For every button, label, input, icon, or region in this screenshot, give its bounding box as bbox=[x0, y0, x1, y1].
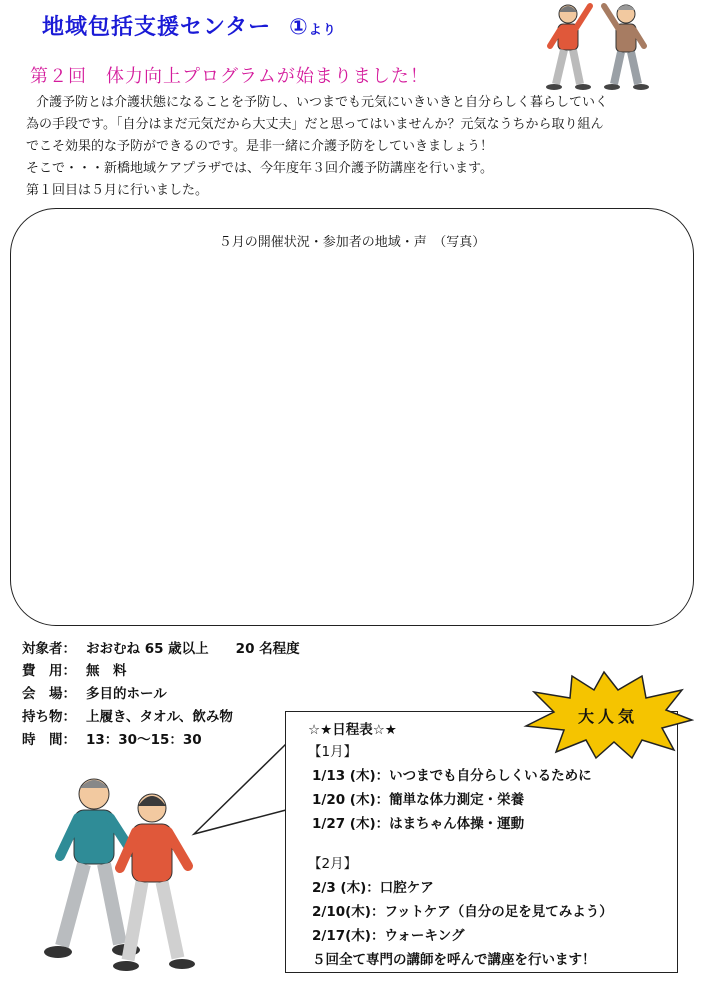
schedule-january-label: 【1月】 bbox=[308, 744, 358, 760]
detail-target-label: 対象者： bbox=[22, 641, 76, 657]
detail-time bbox=[22, 729, 202, 751]
intro-line-4: そこで・・・新橋地域ケアプラザでは、今年度年３回介護予防講座を行います。 bbox=[26, 161, 493, 176]
detail-time-label: 時 間： bbox=[22, 732, 76, 748]
detail-target-value: おおむね 65 歳以上 20 名程度 bbox=[86, 641, 300, 657]
title-text: 地域包括支援センター bbox=[42, 15, 272, 40]
detail-items-label: 持ち物： bbox=[22, 709, 76, 725]
issue-mark: ① bbox=[289, 15, 309, 40]
schedule-february-label: 【2月】 bbox=[308, 856, 358, 872]
speech-bubble-tail bbox=[190, 740, 290, 840]
schedule-jan-item-1: 1/13 (木)：いつまでも自分らしくいるために bbox=[312, 768, 592, 784]
exercising-seniors-illustration bbox=[540, 0, 660, 92]
detail-venue-value: 多目的ホール bbox=[86, 686, 167, 702]
schedule-note: ５回全て専門の講師を呼んで講座を行います！ bbox=[312, 952, 596, 968]
intro-line-1: 介護予防とは介護状態になることを予防し、いつまでも元気にいきいきと自分らしく暮らしていく bbox=[36, 95, 609, 110]
schedule-jan-item-3: 1/27 (木)：はまちゃん体操・運動 bbox=[312, 816, 525, 832]
detail-fee-label: 費 用： bbox=[22, 663, 76, 679]
detail-fee bbox=[22, 660, 127, 682]
detail-target bbox=[22, 638, 300, 660]
subtitle: 第２回 体力向上プログラムが始まりました！ bbox=[30, 66, 429, 87]
intro-line-2: 為の手段です。「自分はまだ元気だから大丈夫」だと思ってはいませんか？元気なうちから取り組ん bbox=[26, 117, 604, 132]
schedule-jan-item-2: 1/20 (木)：簡単な体力測定・栄養 bbox=[312, 792, 525, 808]
schedule-feb-item-3: 2/17(木)：ウォーキング bbox=[312, 928, 465, 944]
page-title bbox=[42, 10, 337, 41]
walking-seniors-illustration bbox=[40, 768, 200, 976]
detail-fee-value: 無 料 bbox=[86, 663, 127, 679]
popular-badge-label: 大人気 bbox=[577, 707, 638, 726]
detail-items bbox=[22, 706, 233, 728]
detail-time-value: 13：30～15：30 bbox=[86, 732, 202, 748]
schedule-title: ☆★日程表☆★ bbox=[308, 722, 397, 738]
issue-suffix: より bbox=[308, 23, 337, 38]
detail-venue-label: 会 場： bbox=[22, 686, 76, 702]
schedule-feb-item-2: 2/10(木)：フットケア（自分の足を見てみよう） bbox=[312, 904, 613, 920]
schedule-feb-item-1: 2/3 (木)：口腔ケア bbox=[312, 880, 434, 896]
intro-line-3: でこそ効果的な予防ができるのです。是非一緒に介護予防をしていきましょう！ bbox=[26, 139, 493, 154]
photo-caption: ５月の開催状況・参加者の地域・声 （写真） bbox=[218, 235, 486, 250]
photo-box bbox=[10, 208, 694, 626]
detail-venue bbox=[22, 683, 167, 705]
intro-line-5: 第１回目は５月に行いました。 bbox=[26, 183, 209, 198]
detail-items-value: 上履き、タオル、飲み物 bbox=[86, 709, 233, 725]
